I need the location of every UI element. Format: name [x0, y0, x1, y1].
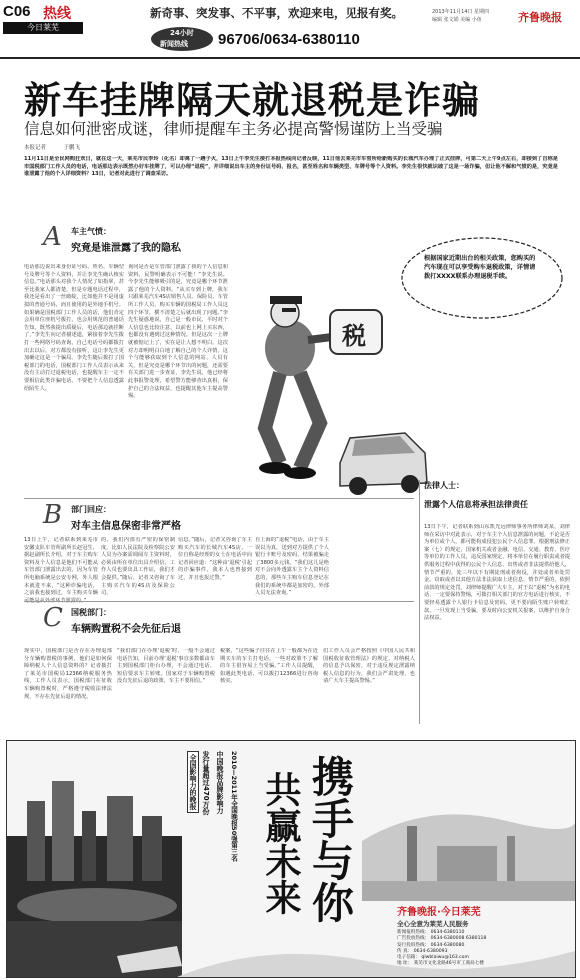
tagline-3: 中国晚报品牌影响力 [216, 751, 224, 814]
section-a-col2: 询问是否是车管部门泄露了我的个人信息和资料，民警明确表示不可能！”李先生说。今李先生能够吸引的是，究竟是哪个环节泄露了他的个人资料。“从买车到上牌，我车只跟莱芜汽车4S店销售人员、保险员、车管所工作人员、购买车辆的国税局工作人员这四个环节，横不清楚之后就出现了问题。”李先生疑惑地说，自己是一般市民，平时对个人信息也比较注意，以前也上网上买东西，也都没有遇到过这种情况。但是这次一上牌就被惦记上了，实在是让人想不明白。这次对方却明明白白地了解自己的个人详情，这个与能够获取到个人信息的网站、人员有关，但是究竟是哪个环节出的问题，还需要有关部门进一步查证，李先生说，他已经将此事报警处理，希望警方能够查出真相，保护自己的合法权益，也提醒其他车主提高警惕。 [128, 264, 228, 400]
tagline-2: 发行量超过470万份 [202, 751, 210, 815]
subheadline: 信息如何泄密成谜，律师提醒车主务必提高警惕谨防上当受骗 [24, 120, 443, 138]
hotline-badge [150, 26, 214, 52]
bubble-text: 根据国家近期出台的相关政策，您购买的汽车现在可以享受购车退税政策，详情请拨打XXXX联系办理退税手续。 [424, 255, 536, 280]
lead-paragraph: 11月11日是全民网购狂欢日，就在这一天，莱芜市民李玲（化名）却离了一趟子火，13日上午李先生接打本报热线向记者反映，11日他去莱芜市车管所给新购买的长城汽车办理了正式挂牌，可第二天上午9点左右，却接到了自称是市国税部门工作人员的电话，电话那边表示既然办好车挂牌了，可以办理“退税”，并详细说出车主的身份证号码、报名，甚至姓名和车辆类型、车牌号等个人资料。李先生很快就识破了这是一场诈骗，但让他不解和气愤的是，究竟是谁泄露了他的个人详细资料？13日，记者对此进行了调查采访。 [24, 156, 558, 178]
contact-line: 广告投放热线： 0634-6380008 6380118 [397, 936, 487, 942]
headline: 新车挂牌隔天就退税是诈骗 [24, 79, 480, 122]
section-a-header [43, 222, 253, 254]
ad-slogan: 全心全意为莱芜人民服务 [397, 920, 469, 928]
hotline-badge-bottom: 新闻热线 [160, 40, 188, 48]
lawyer-sidebar [424, 480, 570, 726]
section-sub-label: 今日莱芜 [27, 23, 59, 32]
section-a-title: 究竟是谁泄露了我的隐私 [71, 243, 181, 254]
section-a-letter: A [43, 222, 62, 252]
section-b-title: 对车主信息保密非常严格 [71, 521, 181, 532]
page-number: C06 [3, 3, 31, 20]
section-b-header [43, 500, 293, 530]
section-c-col4: 们工作人员会严格按照《中国人民共和国税收征收管理法》的规定，对纳税人的信息予以保密，对于违反规定泄露纳税人信息的行为，我们会严肃处理，也请广大车主提高警惕。” [323, 648, 415, 685]
contact-line: 地 址： 莱芜市文化北路46号市工商局七楼 [397, 961, 484, 967]
hotline-badge-top: 24小时 [170, 29, 194, 37]
calligraphy-line-2: 共赢未来 [260, 771, 302, 915]
speech-bubble [398, 232, 566, 324]
contact-line: 发行投诉热线： 0634-6380080 [397, 942, 465, 948]
tagline-4: 2010—2011年全国晚报50强第三名 [230, 751, 238, 862]
contact-line: 新闻报料热线： 0634-6380110 [397, 930, 465, 935]
byline [24, 143, 80, 151]
ad-brand: 齐鲁晚报·今日莱芜 [397, 907, 481, 918]
ad-banner [6, 740, 576, 978]
tagline-column [187, 751, 243, 901]
ad-contact-block [397, 903, 569, 975]
section-b-rule [24, 498, 414, 499]
hotline-numbers: 96706/0634-6380110 [218, 31, 360, 48]
section-c-header [43, 603, 293, 633]
section-c-rule [24, 601, 414, 602]
page-header [0, 0, 580, 62]
section-b-col2: 的，我们内部有严密的保密制度，比如人民法院及检察院公安人员为办案需调阅车主资料时，必须由所在单位出具介绍信，工作人员也要出具工作证，我们才会提供。”随后，记者又咨询了车主购买汽车的4S店及保险公司。 [101, 537, 175, 597]
tax-sign: 税 [342, 321, 366, 350]
byline-name: 于鹏飞 [63, 145, 81, 151]
section-c-letter: C [43, 603, 63, 633]
lawyer-divider [419, 480, 420, 724]
header-slogan: 新奇事、突发事、不平事，欢迎来电，见报有奖。 [150, 6, 403, 20]
section-name: 热线 [43, 6, 71, 22]
section-c-label: 国税部门： [71, 608, 111, 617]
header-meta [432, 8, 489, 24]
lawyer-label: 法律人士： [424, 481, 464, 490]
ad-contacts [397, 930, 569, 968]
section-b-col5 [332, 537, 408, 663]
contact-line: 传 真： 0634-6380093 [397, 948, 448, 954]
section-c-col3: 税案，“这些骗子往往在上午一般都为在近期买车的车主打电话，一些对政策不了解的车主很容易上当受骗。”工作人员提醒，如遇此类电话，可以拨打12366进行咨询核实。 [220, 648, 318, 685]
section-b-col1: 13日上午，记者联系到莱芜市安馨支队车管所副所长赵冠生，据赵副所长介绍，对于车主购车资料及个人信息是他们不可能从车管部门泄露出去的，因为车管所电脑系统是公安专网，外人根本就进不来，“这种诈骗电话，之前我也接到过，车主购买车辆 [24, 537, 98, 597]
date-line: 2013年11月14日 星期四 [432, 9, 490, 15]
lawyer-title: 泄露个人信息将承担法律责任 [424, 500, 528, 509]
section-sub-badge [3, 22, 83, 34]
section-b-letter: B [43, 500, 63, 530]
tagline-1: 全国影响力的晚报 [187, 751, 199, 813]
lawyer-body: 13日下午，记者联系到山东凯光远律师事务所律师刘某，刘律师在采访中对此表示，对于车主个人信息泄露的问题，不论是否为单位或个人，都可能构成侵犯公民个人信息罪。根据刑法修正案（七）的规定，国家机关或者金融、电信、交通、教育、医疗等单位的工作人员，违反国家规定，将本单位在履行职责或者提供服务过程中获得的公民个人信息，出售或者非法提供给他人，情节严重的，处三年以下有期徒刑或者拘役，并处或者单处罚金。窃取或者以其他方法非法获取上述信息，情节严重的，依照前款的规定处罚。刘律师提醒广大车主，对于以“退税”为名的电话，一定要保持警惕，可拨打相关部门的官方电话进行核实，不要轻易透露个人银行卡信息及密码，更不要向陌生账户转账汇款，一旦发现上当受骗，要及时向公安机关报案，以维护自身合法权益。 [424, 524, 570, 622]
section-c-title: 车辆购置税不会先征后退 [71, 624, 181, 635]
section-c-col1: 现实中，国税部门是否存在办理退部分车辆购置税的事例，他们是如何保障纳税人个人信息资料的？记者拨打了莱芜市国税局12366纳税服务热线，工作人员表示，国税部门在征收车辆购置税时，严格遵守税收法律法规，不存在先征后退的情况。 [24, 648, 112, 700]
byline-label: 本报记者 [24, 145, 47, 151]
calligraphy-line-1: 携手与你 [306, 755, 355, 923]
paper-logo: 齐鲁晚报 [518, 11, 562, 24]
editor-line: 编辑 张文娟 美编 小鱼 [432, 17, 482, 23]
section-b-col4: 自上海的“退税”电话，由于车主误以为真，送到对方提供了个人银行卡账号及密码，结果被骗走了3800多元钱，“我们这儿是绝对不会向外透露车主个人资料信息的，那些车主购车信息登记在我们的系统中都是加密的，外部人员无法查询。” [255, 537, 329, 597]
header-rule [0, 57, 580, 59]
section-c-col2: “我们部门在办理‘退税’时，一般不会通过电话告知，目前办理‘退税’事宜多数都由车主到国税部门柜台办理，不会通过电话、短信要求车主转账。国家对于车辆购置税没有先征后退的政策，车主不要相信。” [117, 648, 215, 685]
section-a-label: 车主气愤： [71, 227, 111, 236]
contact-line: 电子信箱： qlwblaiwu@163.com [397, 955, 469, 961]
section-b-label: 部门回应： [71, 505, 111, 514]
section-a-col1: 电话那边说出来身份证号码、姓名、车辆型号及牌号等个人资料，并让李先生确认核实信息。”电话那头对我个人情况了如指掌，甚至比我家人都清楚，但是专题电话过程中，我还是看出了一丝破绽，比如他并不是用虚拟的普通号码，而且使用的是外地手机号。如果确是国税部门工作人员的话，他们肯定会用单位座机号拨打，也会用规范的普通话告知。既然我提出质疑后，电话那边就挂断了，”李先生向记者描述道，紧接着李先生拨打一些网络号码查询，自己电话号码都拨打出去以后，对方都没有接听，这让李先生更加确定这是一个骗局。李先生随后拨打了国税部门的电话，国税部门工作人员表示从来没有主动打过退税电话，也提醒车主一定不要相信此类诈骗电话，不要把个人信息透露给陌生人。 [24, 264, 124, 392]
section-b-col3: 信息。”随后，记者又咨询了车主购买汽车的长城汽车4S店，一位自称是经理的女士在电话中向记者回应道：“这种由‘退税’引起的诈骗事件，我本人也曾接到过，并且也报过警。” [178, 537, 252, 581]
